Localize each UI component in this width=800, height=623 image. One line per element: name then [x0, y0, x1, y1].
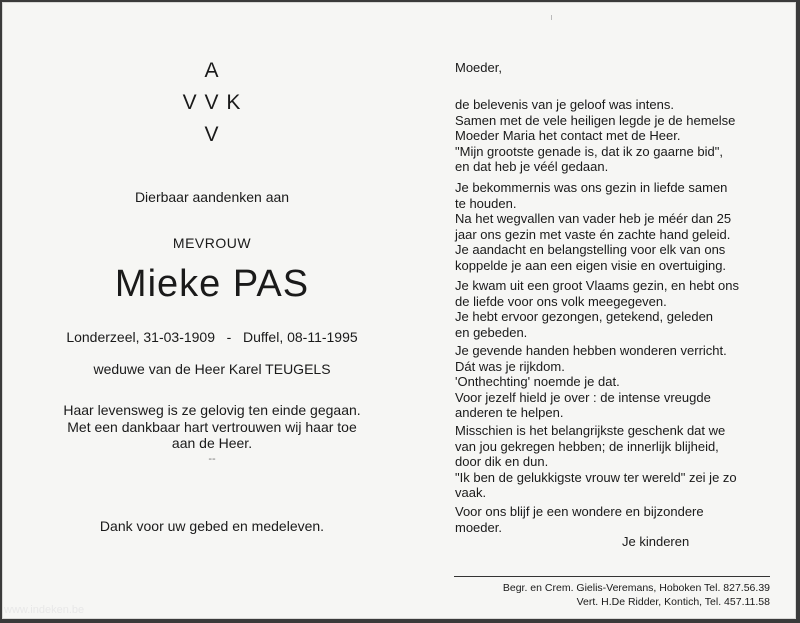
poem-line: Dát was je rijkdom. [455, 358, 565, 374]
memorial-card [2, 2, 796, 619]
printer-line-2: Vert. H.De Ridder, Kontich, Tel. 457.11.58 [576, 596, 770, 608]
poem-line: Je bekommernis was ons gezin in liefde samen [455, 180, 728, 195]
deceased-name: Mieke PAS [114, 263, 310, 305]
widow-text: weduwe van de Heer Karel TEUGELS [93, 361, 331, 377]
thanks-text: Dank voor uw gebed en medeleven. [99, 518, 325, 534]
intro-text: Dierbaar aandenken aan [134, 189, 290, 205]
poem-line: Voor ons blijf je een wondere en bijzondere [455, 504, 704, 519]
printer-line-1: Begr. en Crem. Gielis-Veremans, Hoboken Tel. 827.56.39 [502, 582, 770, 594]
crest-top: A [204, 59, 220, 82]
separator: -- [208, 453, 216, 465]
poem-line: Samen met de vele heiligen legde je de hemelse [455, 112, 736, 128]
poem-line: en gebeden. [455, 324, 528, 340]
poem-line: Je kwam uit een groot Vlaams gezin, en hebt ons [455, 278, 739, 293]
poem-paragraph [455, 343, 767, 421]
poem-paragraph [455, 180, 767, 273]
poem-line: "Ik ben de gelukkigste vrouw ter wereld" zei je zo [455, 469, 737, 485]
title-text: MEVROUW [172, 235, 252, 251]
poem-paragraph [455, 278, 767, 340]
text-line-1: Haar levensweg is ze gelovig ten einde gegaan. [63, 402, 361, 418]
poem-line: vaak. [455, 485, 487, 500]
poem-line: moeder. [455, 519, 502, 535]
crest-middle: V V K [182, 91, 242, 114]
poem-line: de liefde voor ons volk meegegeven. [455, 293, 667, 309]
text-line-3: aan de Heer. [171, 435, 253, 451]
poem-line: door dik en dun. [455, 454, 549, 469]
poem-line: Voor jezelf hield je over : de intense vreugde [455, 389, 711, 405]
poem-line: Je aandacht en belangstelling voor elk van ons [455, 242, 726, 257]
poem-line: de belevenis van je geloof was intens. [455, 97, 674, 112]
poem-line: 'Onthechting' noemde je dat. [455, 374, 620, 389]
poem-line: koppelde je aan een eigen visie en overtuiging. [455, 257, 727, 273]
poem-line: Moeder Maria het contact met de Heer. [455, 128, 681, 143]
dates-text: Londerzeel, 31-03-1909 - Duffel, 08-11-1995 [66, 329, 358, 345]
corner-mark [551, 15, 552, 20]
text-line-2: Met een dankbaar hart vertrouwen wij haar toe [67, 419, 357, 435]
poem-line: Na het wegvallen van vader heb je méér dan 25 [455, 211, 732, 226]
poem-paragraph [455, 423, 767, 501]
watermark-text: www.indeken.be [4, 604, 85, 616]
crest-bottom: V [204, 123, 220, 146]
poem-line: te houden. [455, 195, 517, 211]
salutation: Moeder, [455, 60, 502, 75]
poem-line: anderen te helpen. [455, 405, 564, 420]
poem-line: Misschien is het belangrijkste geschenk dat we [455, 423, 726, 438]
poem-line: Je gevende handen hebben wonderen verricht. [455, 343, 727, 358]
poem-paragraph [455, 504, 767, 535]
poem-paragraph [455, 97, 767, 175]
poem-line: van jou gekregen hebben; de innerlijk blijheid, [455, 438, 719, 454]
poem-line: Je hebt ervoor gezongen, getekend, geleden [455, 309, 714, 324]
poem-line: "Mijn grootste genade is, dat ik zo gaarne bid", [455, 143, 723, 159]
signature: Je kinderen [622, 534, 690, 549]
poem-line: jaar ons gezin met vaste én zachte hand geleid. [455, 226, 731, 242]
printer-info [454, 576, 770, 609]
poem-line: en dat heb je véél gedaan. [455, 159, 609, 174]
